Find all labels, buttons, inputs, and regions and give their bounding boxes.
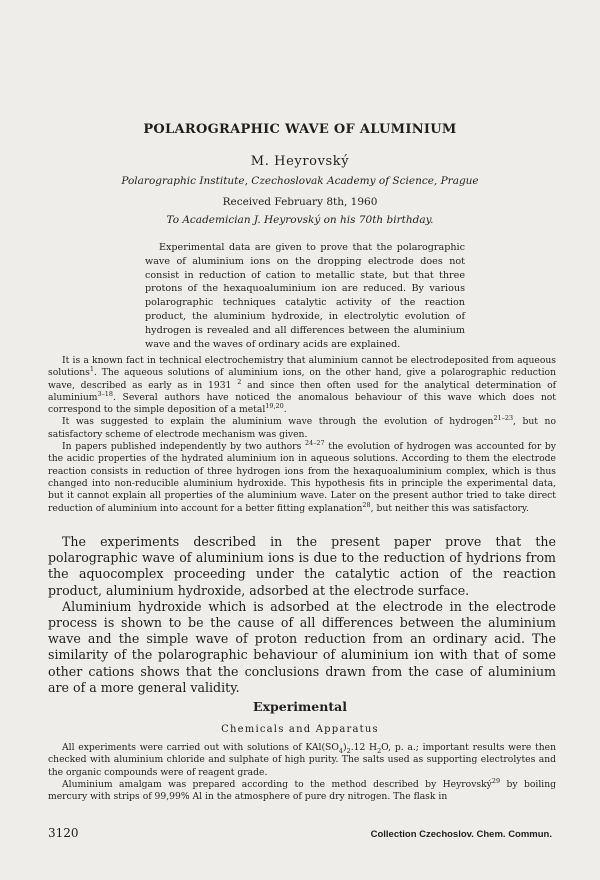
received-date: Received February 8th, 1960 [222, 196, 378, 208]
subsection-heading: Chemicals and Apparatus [221, 724, 379, 735]
summary-section [48, 534, 556, 696]
reference-mark: 24–27 [305, 439, 325, 448]
page-number: 3120 [48, 826, 79, 840]
body-paragraph: All experiments were carried out with solutions of $KAl(SO_4)_2.12$ $H_2O$, p. a.; important results were then checked with aluminium chloride and sulphate of high purity. The salts used as supporting electrolytes and the organic compounds were of reagent grade. [48, 742, 556, 778]
reference-mark: 28 [362, 500, 371, 509]
abstract: Experimental data are given to prove that the polarographic wave of aluminium ions on the dropping electrode does not consist in reduction of cation to metallic state, but that three protons of the hexaquoaluminium ion are reduced. By various polarographic techniques catalytic activity of the reaction product, the aluminium hydroxide, in electrolytic evolution of hydrogen is revealed and all differences between the aluminium wave and the waves of ordinary acids are explained. [145, 242, 465, 350]
reference-mark: 2 [237, 377, 242, 386]
intro-paragraph: In papers published independently by two authors $^{24-27}$ the evolution of hydrogen was accounted for by the acidic properties of the hydrated aluminium ion in aqueous solutions. According to them the electrode reaction consists in reduction of three hydrogen ions from the hexaquoaluminium complex, which is thus changed into non-reducible aluminium hydroxide. This hypothesis fits in principle the experimental data, but it cannot explain all properties of the aluminium wave. Later on the present author tried to take direct reduction of aluminium into account for a better fitting explanation$^{28}$, but neither this was satisfactory. [48, 439, 556, 514]
body-paragraph: Aluminium amalgam was prepared according to the method described by Heyrovský$^{29}$ by boiling mercury with strips of 99,99% Al in the atmosphere of pure dry nitrogen. The flask in [48, 776, 556, 803]
experimental-section [48, 742, 556, 803]
intro-paragraph: It was suggested to explain the aluminium wave through the evolution of hydrogen$^{21-23}$, but no satisfactory scheme of electrode mechanism was given. [48, 414, 556, 440]
paper-title: POLAROGRAPHIC WAVE OF ALUMINIUM [143, 122, 457, 137]
reference-mark: 21–23 [493, 414, 514, 423]
journal-name: Collection Czechoslov. Chem. Commun. [370, 829, 552, 840]
dedication: To Academician J. Heyrovský on his 70th birthday. [166, 214, 434, 226]
section-heading: Experimental [253, 699, 347, 714]
reference-mark: 29 [491, 776, 501, 785]
summary-paragraph: The experiments described in the present paper prove that the polarographic wave of aluminium ions is due to the reduction of hydrions from the aquocomplex proceeding under the catalytic action of the reaction product, aluminium hydroxide, adsorbed at the electrode surface. [48, 534, 556, 598]
reference-mark: 1 [89, 365, 95, 374]
author-name: M. Heyrovský [250, 154, 350, 169]
introduction [48, 355, 556, 515]
reference-mark: 3–18 [97, 389, 113, 398]
intro-paragraph: It is a known fact in technical electrochemistry that aluminium cannot be electrodeposited from aqueous solutions$^1$. The aqueous solutions of aluminium ions, on the other hand, give a polarographic reduction wave, described as early as in 1931 $^2$ and since then often used for the analytical determination of aluminium$^{3-18}$. Several authors have noticed the anomalous behaviour of this wave which does not correspond to the simple deposition of a metal$^{19,20}$. [48, 355, 556, 416]
reference-mark: 19,20 [265, 402, 284, 411]
summary-paragraph: Aluminium hydroxide which is adsorbed at the electrode in the electrode process is shown to be the cause of all differences between the aluminium wave and the simple wave of proton reduction from an ordinary acid. The similarity of the polarographic behaviour of aluminium ion with that of some other cations shows that the conclusions drawn from the case of aluminium are of a more general validity. [48, 598, 556, 695]
affiliation: Polarographic Institute, Czechoslovak Academy of Science, Prague [121, 175, 479, 187]
